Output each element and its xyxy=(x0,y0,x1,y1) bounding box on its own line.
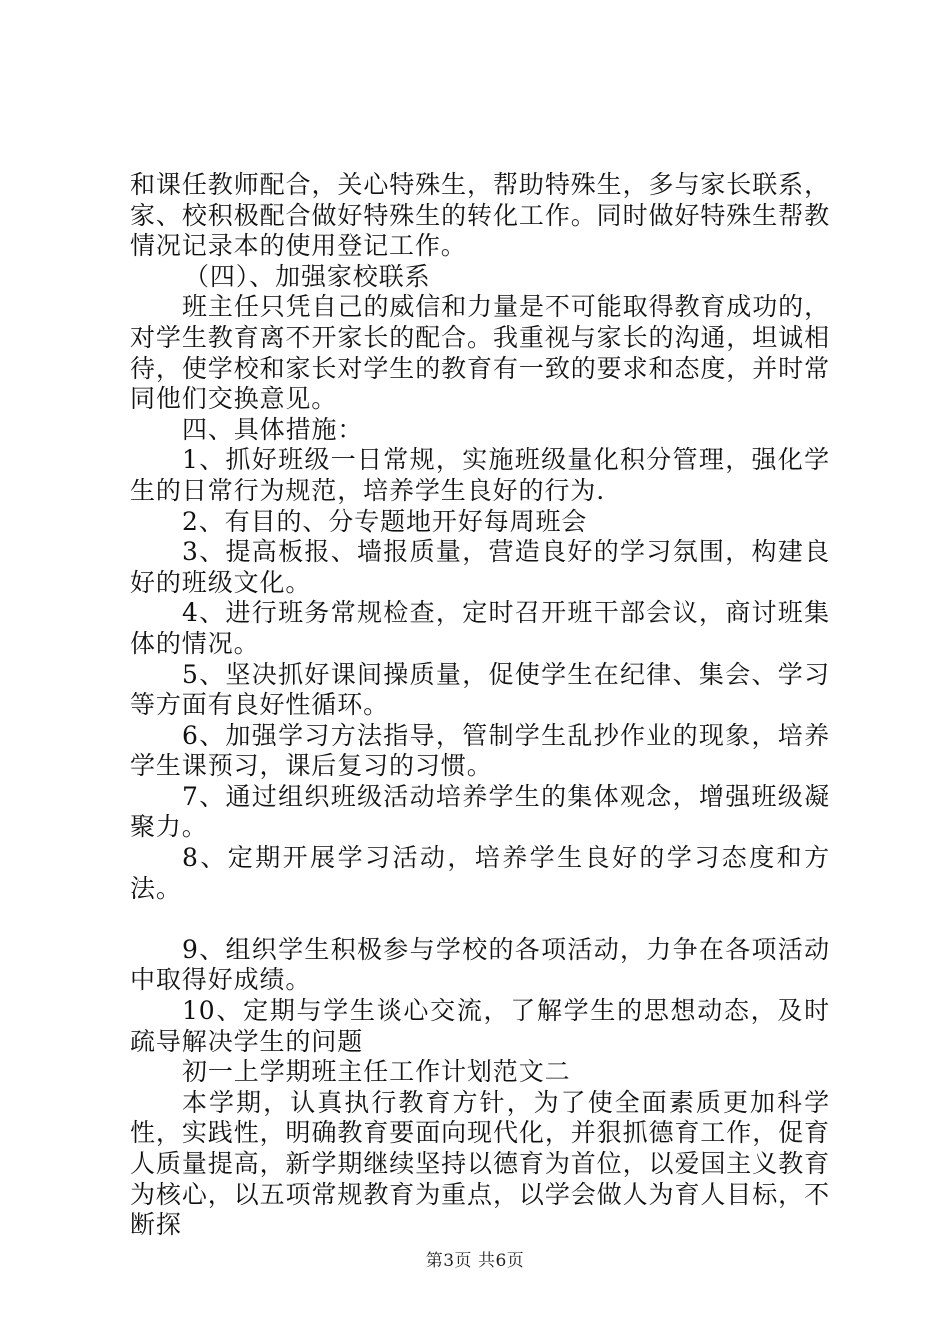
paragraph-special-students: 和课任教师配合，关心特殊生，帮助特殊生，多与家长联系，家、校积极配合做好特殊生的转化工作。同时做好特殊生帮教情况记录本的使用登记工作。 xyxy=(130,170,830,261)
paragraph-semester-intro: 本学期，认真执行教育方针，为了使全面素质更加科学性，实践性，明确教育要面向现代化，并狠抓德育工作，促育人质量提高，新学期继续坚持以德育为首位，以爱国主义教育为核心，以五项常规教育为重点，以学会做人为育人目标，不断探 xyxy=(130,1087,830,1240)
list-item-measure-9: 9、组织学生积极参与学校的各项活动，力争在各项活动中取得好成绩。 xyxy=(130,934,830,995)
list-item-measure-8: 8、定期开展学习活动，培养学生良好的学习态度和方法。 xyxy=(130,843,830,903)
heading-home-school-contact: （四）、加强家校联系 xyxy=(184,261,431,291)
list-item-measure-3: 3、提高板报、墙报质量，营造良好的学习氛围，构建良好的班级文化。 xyxy=(130,537,830,597)
section-title-sample-two: 初一上学期班主任工作计划范文二 xyxy=(182,1057,571,1087)
list-item-measure-7: 7、通过组织班级活动培养学生的集体观念，增强班级凝聚力。 xyxy=(130,781,830,842)
document-body xyxy=(130,170,830,1241)
heading-specific-measures: 四、具体措施： xyxy=(182,414,364,444)
list-item-measure-4: 4、进行班务常规检查，定时召开班干部会议，商讨班集体的情况。 xyxy=(130,598,830,658)
list-item-measure-5: 5、坚决抓好课间操质量，促使学生在纪律、集会、学习等方面有良好性循环。 xyxy=(130,659,830,720)
paragraph-parent-cooperation: 班主任只凭自己的威信和力量是不可能取得教育成功的，对学生教育离不开家长的配合。我重视与家长的沟通，坦诚相待，使学校和家长对学生的教育有一致的要求和态度，并时常同他们交换意见。 xyxy=(130,292,830,414)
page-number-footer: 第3页 共6页 xyxy=(425,1251,525,1271)
blank-line xyxy=(130,904,830,935)
list-item-measure-6: 6、加强学习方法指导，管制学生乱抄作业的现象，培养学生课预习，课后复习的习惯。 xyxy=(130,720,830,781)
list-item-measure-1: 1、抓好班级一日常规，实施班级量化积分管理，强化学生的日常行为规范，培养学生良好的行为. xyxy=(130,445,830,505)
list-item-measure-10: 10、定期与学生谈心交流，了解学生的思想动态，及时疏导解决学生的问题 xyxy=(130,996,830,1056)
list-item-measure-2: 2、有目的、分专题地开好每周班会 xyxy=(182,506,588,536)
